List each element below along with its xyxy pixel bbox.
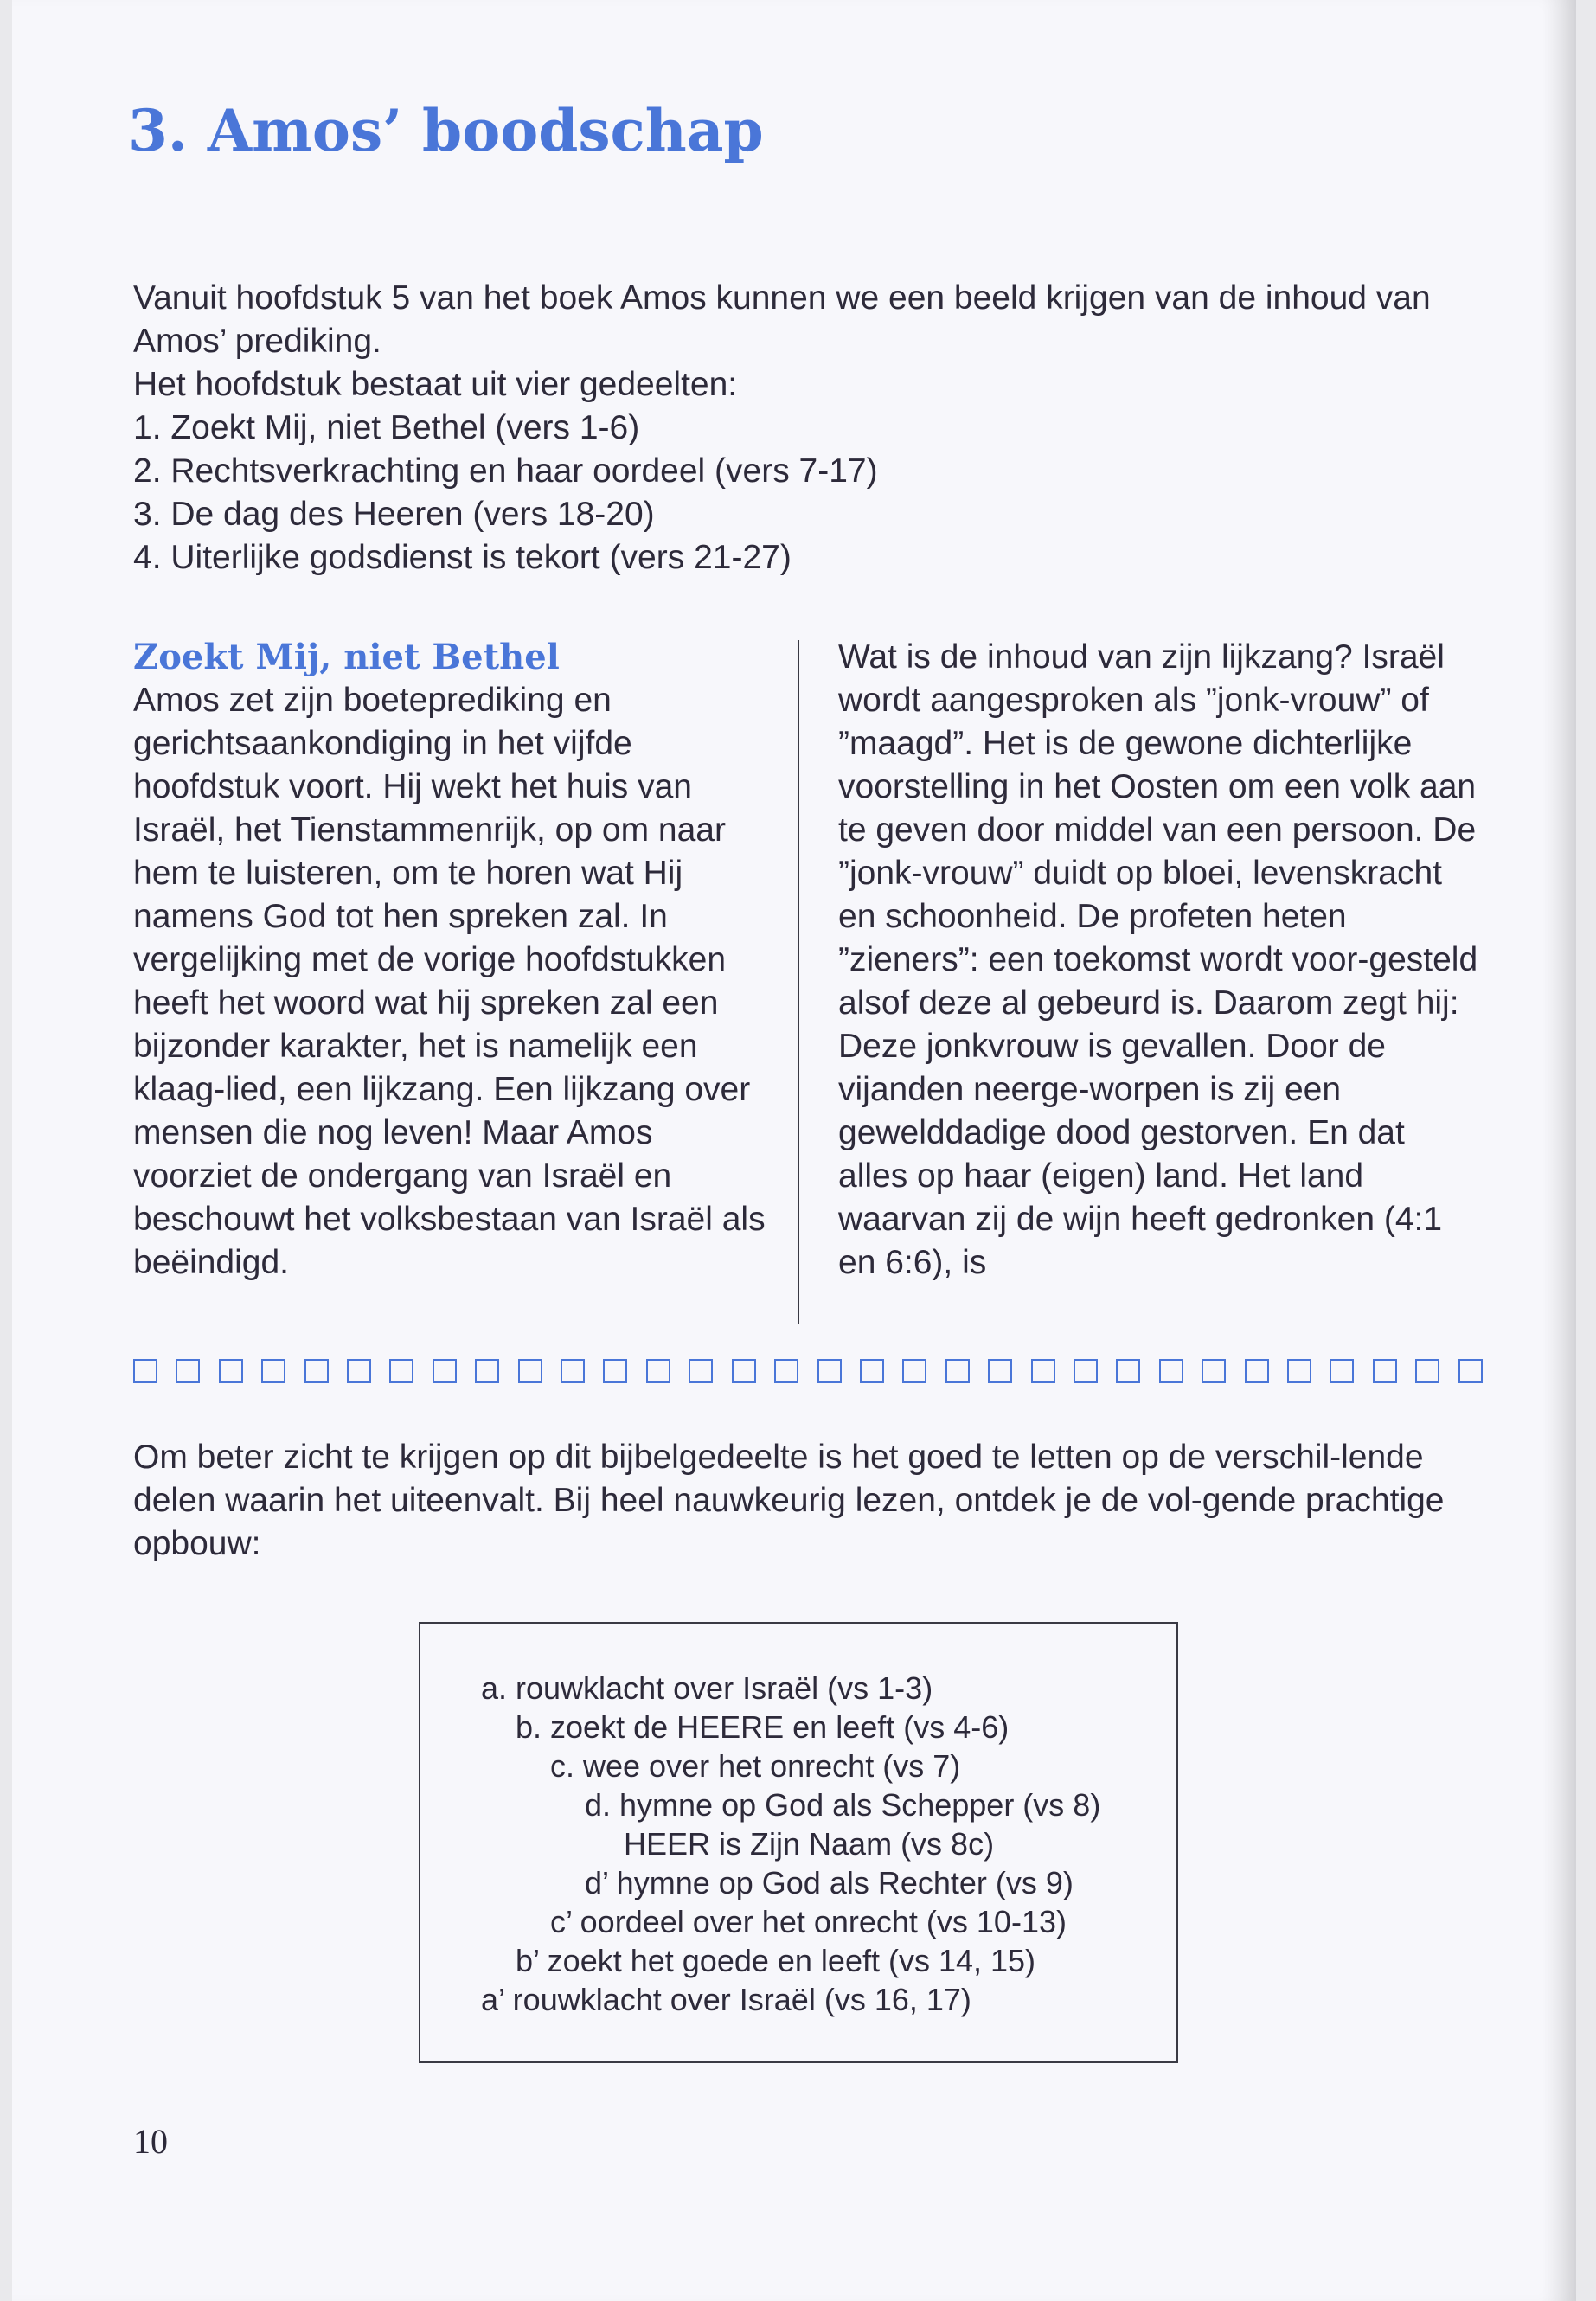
decorative-square [1202,1359,1226,1383]
decorative-square [219,1359,243,1383]
decorative-square [561,1359,585,1383]
right-column-text: Wat is de inhoud van zijn lijkzang? Israël wordt aangesproken als ”jonk-vrouw” of ”maagd”. Het is de gewone dichterlijke voorstelling in het Oosten om een volk aan te geven door middel van een persoon. De ”jonk-vrouw” duidt op bloei, levenskracht en schoonheid. De profeten heten ”zieners”: een toekomst wordt voor-gesteld alsof deze al gebeurd is. Daarom zegt hij: Deze jonkvrouw is gevallen. Door de vijanden neerge-worpen is zij een gewelddadige dood gestorven. En dat alles op haar (eigen) land. Het land waarvan zij de wijn heeft gedronken (4:1 en 6:6), is [838,638,1478,1281]
decorative-square [133,1359,157,1383]
decorative-square [817,1359,842,1383]
decorative-square [1116,1359,1140,1383]
decorative-square [433,1359,457,1383]
decorative-square [518,1359,542,1383]
decorative-square [389,1359,413,1383]
left-column-text: Amos zet zijn boeteprediking en gerichtsaankondiging in het vijfde hoofdstuk voort. Hij wekt het huis van Israël, het Tienstammenrijk, op om naar hem te luisteren, om te horen wat Hij namens God tot hen spreken zal. In vergelijking met de vorige hoofdstukken heeft het woord wat hij spreken zal een bijzonder karakter, het is namelijk een klaag-lied, een lijkzang. Een lijkzang over mensen die nog leven! Maar Amos voorziet de ondergang van Israël en beschouwt het volksbestaan van Israël als beëindigd. [133,682,766,1281]
scheme-line-b-prime: b’ zoekt het goede en leeft (vs 14, 15) [516,1943,1036,1978]
intro-text: Vanuit hoofdstuk 5 van het boek Amos kunnen we een beeld krijgen van de inhoud van Amos’ prediking. [133,279,1431,360]
decorative-square [902,1359,926,1383]
list-item: 1. Zoekt Mij, niet Bethel (vers 1-6) [133,409,640,446]
column-divider [798,640,799,1324]
left-column [133,636,773,1285]
decorative-square [646,1359,670,1383]
decorative-square [1159,1359,1183,1383]
decorative-square [732,1359,756,1383]
decorative-square [475,1359,499,1383]
scheme-line-a: a. rouwklacht over Israël (vs 1-3) [481,1670,933,1706]
section-heading: Zoekt Mij, niet Bethel [133,637,560,677]
decorative-square [1245,1359,1269,1383]
scheme-line-center: HEER is Zijn Naam (vs 8c) [624,1826,995,1862]
page-title: 3. Amos’ boodschap [128,97,764,164]
decorative-square [1458,1359,1483,1383]
list-item: 4. Uiterlijke godsdienst is tekort (vers 21-27) [133,539,792,576]
scheme-line-b: b. zoekt de HEERE en leeft (vs 4-6) [516,1709,1010,1745]
intro-lead: Het hoofdstuk bestaat uit vier gedeelten: [133,366,738,403]
decorative-square [304,1359,329,1383]
scheme-line-d-prime: d’ hymne op God als Rechter (vs 9) [585,1865,1074,1900]
list-item: 2. Rechtsverkrachting en haar oordeel (vers 7-17) [133,452,878,490]
decorative-square [988,1359,1012,1383]
decorative-square [1031,1359,1055,1383]
decorative-square [860,1359,884,1383]
decorative-square [774,1359,798,1383]
decorative-square [1373,1359,1397,1383]
decorative-square [603,1359,627,1383]
decorative-square [689,1359,713,1383]
list-item: 3. De dag des Heeren (vers 18-20) [133,496,655,533]
decorative-square [1074,1359,1098,1383]
right-column [838,636,1478,1285]
intro-section [133,277,1483,580]
decorative-square [1287,1359,1311,1383]
structure-scheme-box [419,1622,1178,2063]
scheme-line-d: d. hymne op God als Schepper (vs 8) [585,1787,1101,1823]
decorative-square [347,1359,371,1383]
page-number: 10 [133,2122,168,2161]
scheme-line-c: c. wee over het onrecht (vs 7) [550,1748,961,1784]
book-page [12,0,1576,2301]
decorative-square [261,1359,285,1383]
decorative-square [1415,1359,1439,1383]
decorative-square [176,1359,200,1383]
page-spine-shadow [1542,0,1576,2301]
decorative-square [945,1359,970,1383]
scheme-line-c-prime: c’ oordeel over het onrecht (vs 10-13) [550,1904,1067,1939]
section-list [133,407,1483,580]
outro-text: Om beter zicht te krijgen op dit bijbelgedeelte is het goed te letten op de verschil-lende delen waarin het uiteenvalt. Bij heel nauwkeurig lezen, ontdek je de vol-gende prachtige opbouw: [133,1439,1445,1562]
scheme-line-a-prime: a’ rouwklacht over Israël (vs 16, 17) [481,1982,971,2017]
decorative-box-row [133,1354,1483,1388]
decorative-square [1330,1359,1354,1383]
